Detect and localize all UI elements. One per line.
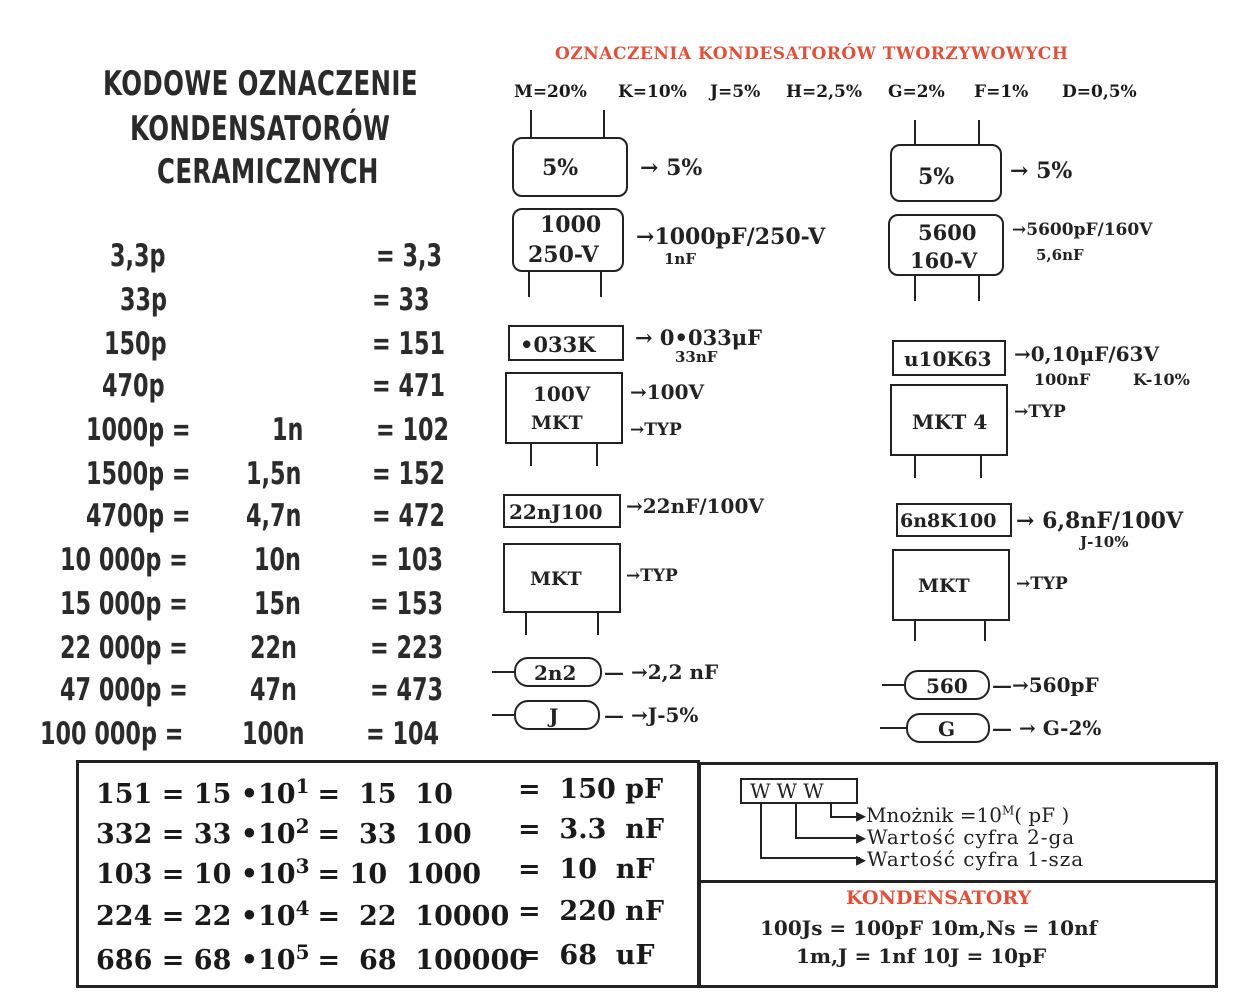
ceramic-code-value: = 472 (372, 498, 446, 534)
arrow-label: —→560pF (992, 673, 1099, 697)
ceramic-code-value: = 33 (372, 282, 430, 318)
capacitor-5pct-right: 5% (890, 144, 1002, 202)
www-code-box: WWW (740, 778, 858, 804)
ceramic-pico-value: 15 000p = (60, 586, 188, 622)
capacitor-033k-left: •033K (508, 325, 624, 361)
ceramic-code-value: = 223 (370, 630, 444, 666)
capacitor-mkt-right: MKT (892, 549, 1010, 621)
title-line-3: CERAMICZNYCH (157, 152, 379, 192)
capacitor-100v-mkt-left: 100V MKT (505, 372, 623, 444)
ceramic-pico-value: 470p (102, 368, 165, 404)
ceramic-nano-value: 15n (254, 586, 301, 622)
arrow-label: →TYP (626, 566, 678, 586)
capacitor-5600pf-right: 5600 160-V (888, 214, 1004, 276)
ceramic-pico-value: 10 000p = (60, 542, 188, 578)
arrow-label: → 0•033μF (635, 325, 763, 350)
capacitor-560-axial: 560 (904, 670, 990, 700)
arrow-label: →22nF/100V (626, 494, 764, 518)
ceramic-pico-value: 150p (104, 326, 167, 362)
ceramic-code-value: = 153 (370, 586, 444, 622)
kondensatory-title: KONDENSATORY (846, 887, 1032, 909)
www-digit2: ▸Wartość cyfra 2-ga (856, 825, 1076, 849)
ceramic-nano-value: 4,7n (246, 498, 302, 534)
title-line-1: KODOWE OZNACZENIE (103, 64, 418, 104)
arrow-label: → 6,8nF/100V (1016, 508, 1184, 534)
formula-row: 686 = 68 $•10^5 = 68$ 100000 (96, 940, 529, 976)
formula-result: = 150 pF (518, 774, 664, 805)
arrow-label: — →2,2 nF (604, 660, 719, 684)
sub-label: 1nF (664, 250, 696, 268)
capacitor-1000pf-left: 1000 250-V (512, 208, 624, 272)
ceramic-code-value: = 104 (366, 716, 440, 752)
www-digit1: ▸Wartość cyfra 1-sza (856, 847, 1085, 871)
ceramic-pico-value: 1000p = (86, 412, 191, 448)
ceramic-nano-value: 47n (250, 672, 297, 708)
arrow-label: →TYP (1016, 574, 1068, 594)
arrow-label: → 5% (640, 155, 703, 181)
title-line-2: KONDENSATORÓW (130, 109, 391, 149)
formula-row: 151 = 15 $•10^1 = 15$ 10 (96, 774, 453, 810)
capacitor-22nj100-left: 22nJ100 (503, 494, 621, 528)
plastic-title: OZNACZENIA KONDESATORÓW TWORZYWOWYCH (555, 44, 1069, 64)
sub-label: 5,6nF (1036, 246, 1084, 264)
arrow-label: →1000pF/250-V (636, 224, 826, 250)
arrow-label: →TYP (1014, 402, 1066, 422)
formula-result: = 3.3 nF (518, 814, 664, 845)
arrow-label: → 5% (1010, 158, 1073, 184)
ceramic-pico-value: 22 000p = (60, 630, 188, 666)
ceramic-pico-value: 1500p = (86, 456, 191, 492)
ceramic-pico-value: 33p (120, 282, 168, 318)
sub-label: 100nF (1034, 370, 1091, 389)
capacitor-j-axial: J (514, 700, 600, 730)
arrow-label: — →J-5% (604, 703, 699, 727)
ceramic-code-value: = 103 (370, 542, 444, 578)
tolerance-code: D=0,5% (1062, 82, 1137, 102)
tolerance-code: F=1% (974, 82, 1029, 102)
tolerance-code: K=10% (618, 82, 687, 102)
arrow-label: →5600pF/160V (1012, 220, 1153, 240)
ceramic-code-value: = 151 (372, 326, 446, 362)
ceramic-code-value: = 473 (370, 672, 444, 708)
formula-result: = 10 nF (518, 854, 655, 885)
arrow-label: →0,10μF/63V (1014, 342, 1159, 366)
sub-label: 33nF (675, 348, 718, 366)
ceramic-nano-value: 1,5n (246, 456, 302, 492)
arrow-label: →TYP (630, 420, 682, 440)
ceramic-nano-value: 10n (254, 542, 301, 578)
ceramic-pico-value: 4700p = (86, 498, 191, 534)
capacitor-2n2-axial: 2n2 (514, 657, 602, 687)
tolerance-code: G=2% (888, 82, 945, 102)
kondensatory-line1: 100Js = 100pF 10m,Ns = 10nf (760, 916, 1098, 940)
formula-result: = 68 uF (518, 940, 655, 971)
kondensatory-line2: 1m,J = 1nf 10J = 10pF (796, 944, 1047, 968)
sub-label: K-10% (1133, 370, 1190, 389)
formula-row: 103 = 10 $•10^3 = 10$ 1000 (96, 854, 482, 890)
ceramic-code-value: = 471 (372, 368, 446, 404)
capacitor-u10k63-right: u10K63 (892, 340, 1006, 376)
capacitor-g-axial: G (906, 713, 990, 743)
www-multiplier: ▸Mnożnik $=10^M$( pF ) (856, 803, 1070, 827)
tolerance-code: M=20% (514, 82, 587, 102)
capacitor-mkt4-right: MKT 4 (890, 384, 1008, 456)
tolerance-code: H=2,5% (786, 82, 863, 102)
arrow-label: — → G-2% (992, 716, 1102, 740)
arrow-label: →100V (630, 380, 705, 404)
formula-result: = 220 nF (518, 896, 664, 927)
ceramic-nano-value: 100n (242, 716, 305, 752)
formula-row: 332 = 33 $•10^2 = 33$ 100 (96, 814, 472, 850)
ceramic-code-value: = 3,3 (376, 238, 443, 274)
ceramic-nano-value: 1n (272, 412, 304, 448)
ceramic-code-value: = 102 (376, 412, 450, 448)
ceramic-pico-value: 3,3p (110, 238, 166, 274)
tolerance-code: J=5% (710, 82, 761, 102)
ceramic-nano-value: 22n (250, 630, 297, 666)
formula-row: 224 = 22 $•10^4 = 22$ 10000 (96, 896, 510, 932)
ceramic-pico-value: 47 000p = (60, 672, 188, 708)
sub-label: J-10% (1080, 533, 1129, 551)
capacitor-mkt-left: MKT (503, 543, 621, 613)
capacitor-5pct-left: 5% (512, 137, 628, 197)
ceramic-code-value: = 152 (372, 456, 446, 492)
ceramic-pico-value: 100 000p = (40, 716, 184, 752)
capacitor-6n8k100-right: 6n8K100 (896, 503, 1012, 537)
